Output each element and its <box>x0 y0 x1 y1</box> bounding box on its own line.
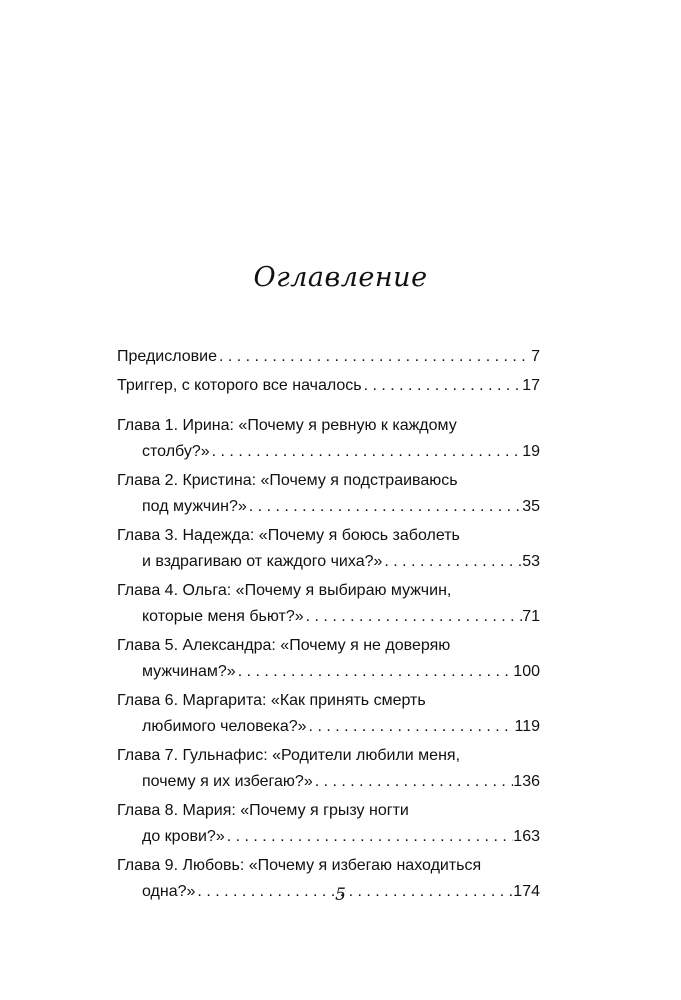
toc-entry-page: 174 <box>513 883 540 900</box>
toc-entry-page: 35 <box>522 498 540 515</box>
dot-leader <box>236 659 514 685</box>
page-number: 5 <box>335 885 346 905</box>
dot-leader <box>225 824 514 850</box>
toc-entry-title-line2: и вздрагиваю от каждого чиха?» <box>142 553 383 570</box>
table-of-contents <box>117 344 540 905</box>
toc-entry-page: 53 <box>522 553 540 570</box>
toc-entry-leader-line <box>117 604 540 630</box>
toc-entry-title-line1: Глава 8. Мария: «Почему я грызу ногти <box>117 802 409 819</box>
toc-entry-title-line2: мужчинам?» <box>142 663 236 680</box>
toc-entry-title-line1: Глава 2. Кристина: «Почему я подстраиваюсь <box>117 472 458 489</box>
toc-entry-title-line1: Глава 4. Ольга: «Почему я выбираю мужчин, <box>117 582 452 599</box>
toc-entry-leader-line <box>117 769 540 795</box>
toc-entry-page: 71 <box>522 608 540 625</box>
toc-entry-title-line2: любимого человека?» <box>142 718 307 735</box>
toc-entry-leader-line <box>117 373 540 399</box>
toc-entry-trigger <box>117 373 540 399</box>
toc-entry-chapter-3 <box>117 523 540 575</box>
toc-entry-page: 119 <box>514 718 540 735</box>
dot-leader <box>362 373 523 399</box>
toc-entry-leader-line <box>117 824 540 850</box>
toc-entry-chapter-5 <box>117 633 540 685</box>
toc-entry-title-line1: Глава 1. Ирина: «Почему я ревную к каждому <box>117 417 457 434</box>
toc-entry-chapter-6 <box>117 688 540 740</box>
dot-leader <box>313 769 514 795</box>
toc-entry-leader-line <box>117 659 540 685</box>
toc-entry-leader-line <box>117 549 540 575</box>
toc-entry-page: 17 <box>522 377 540 394</box>
dot-leader <box>304 604 523 630</box>
toc-entry-title-line1: Глава 7. Гульнафис: «Родители любили меня, <box>117 747 461 764</box>
dot-leader <box>247 494 522 520</box>
toc-entry-chapter-8 <box>117 798 540 850</box>
toc-entry-page: 100 <box>513 663 540 680</box>
dot-leader <box>210 439 523 465</box>
toc-entry-chapter-4 <box>117 578 540 630</box>
toc-entry-page: 163 <box>513 828 540 845</box>
toc-entry-leader-line <box>117 714 540 740</box>
toc-entry-page: 19 <box>522 443 540 460</box>
toc-entry-title-line1: Глава 9. Любовь: «Почему я избегаю находиться <box>117 857 482 874</box>
toc-entry-title-line2: одна?» <box>142 883 196 900</box>
toc-entry-title-line2: почему я их избегаю?» <box>142 773 313 790</box>
toc-entry-chapter-2 <box>117 468 540 520</box>
toc-entry-title: Предисловие <box>117 348 217 365</box>
toc-entry-leader-line <box>117 344 540 370</box>
toc-entry-page: 7 <box>531 348 540 365</box>
toc-entry-chapter-7 <box>117 743 540 795</box>
dot-leader <box>382 549 522 575</box>
toc-entry-title-line2: под мужчин?» <box>142 498 247 515</box>
toc-entry-title-line2: которые меня бьют?» <box>142 608 304 625</box>
page-title: Оглавление <box>253 262 428 293</box>
toc-entry-chapter-1 <box>117 413 540 465</box>
toc-entry-page: 136 <box>513 773 540 790</box>
toc-entry-leader-line <box>117 494 540 520</box>
toc-entry-title-line1: Глава 6. Маргарита: «Как принять смерть <box>117 692 426 709</box>
dot-leader <box>307 714 515 740</box>
toc-entry-leader-line <box>117 439 540 465</box>
toc-entry-title-line2: до крови?» <box>142 828 225 845</box>
toc-entry-preface <box>117 344 540 370</box>
toc-entry-title-line1: Глава 5. Александра: «Почему я не доверяю <box>117 637 451 654</box>
dot-leader <box>217 344 531 370</box>
toc-entry-title: Триггер, с которого все началось <box>117 377 362 394</box>
toc-entry-title-line1: Глава 3. Надежда: «Почему я боюсь заболеть <box>117 527 460 544</box>
toc-entry-title-line2: столбу?» <box>142 443 210 460</box>
